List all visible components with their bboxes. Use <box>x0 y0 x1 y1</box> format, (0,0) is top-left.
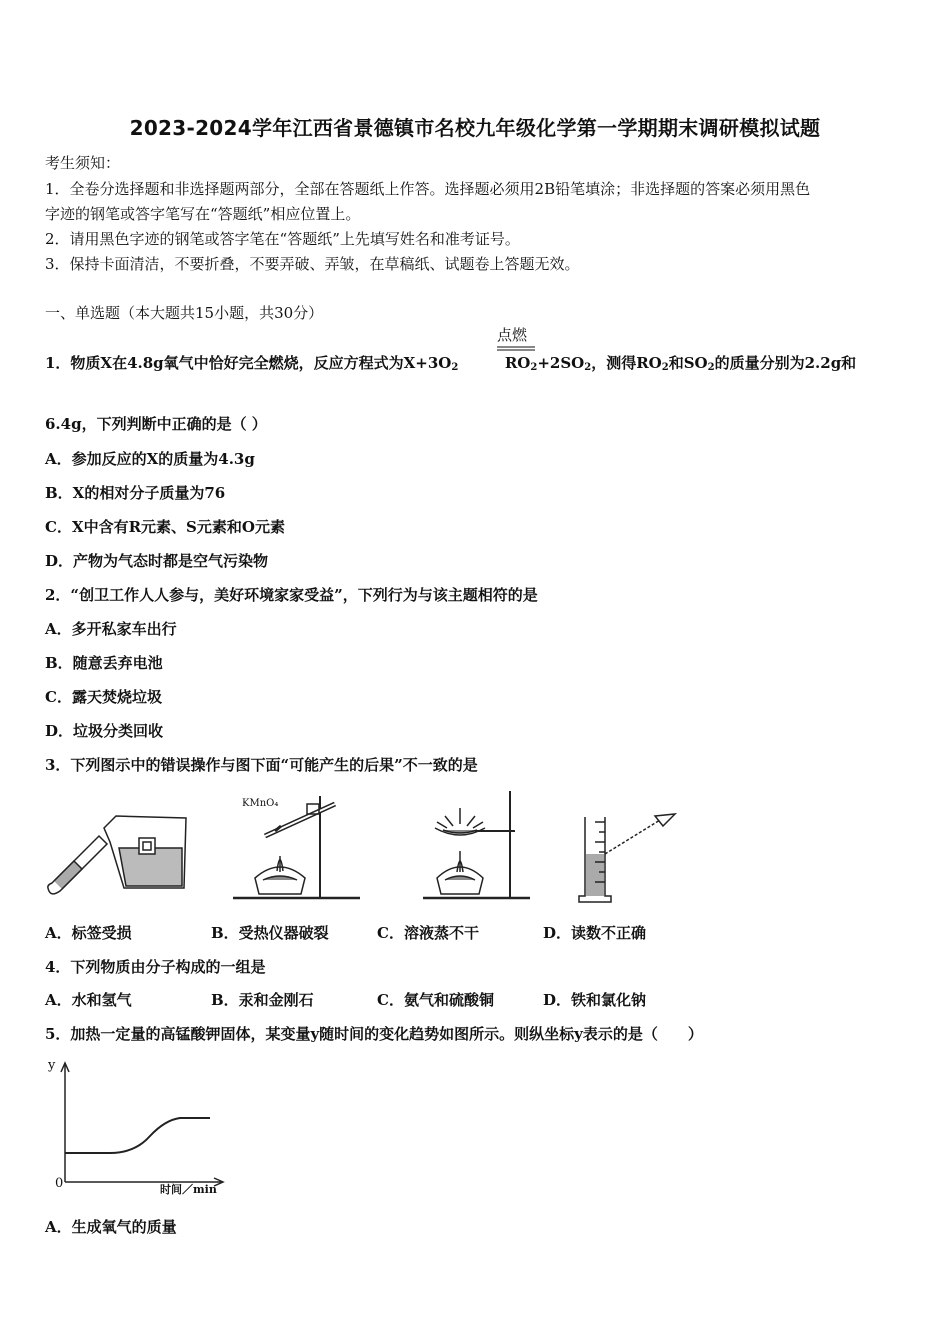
reaction-condition: 点燃 <box>497 326 528 344</box>
notice-heading: 考生须知： <box>45 154 121 172</box>
q5-graph-y-label: y <box>48 1058 56 1073</box>
q5-option-a[interactable]: A．生成氧气的质量 <box>45 1218 177 1236</box>
q3-option-d[interactable]: D．读数不正确 <box>543 924 647 942</box>
q4-option-c[interactable]: C．氨气和硫酸铜 <box>377 991 494 1009</box>
q1-option-b[interactable]: B．X的相对分子质量为76 <box>45 484 226 502</box>
figure-a-pouring <box>44 808 194 898</box>
notice-item-1: 1．全卷分选择题和非选择题两部分，全部在答题纸上作答。选择题必须用2B铅笔填涂；非选择题的答案必须用黑色 <box>45 180 811 198</box>
q5-stem: 5．加热一定量的高锰酸钾固体，某变量y随时间的变化趋势如图所示。则纵坐标y表示的是（ ） <box>45 1025 703 1043</box>
q4-option-d[interactable]: D．铁和氯化钠 <box>543 991 647 1009</box>
q3-option-c[interactable]: C．溶液蒸不干 <box>377 924 479 942</box>
q2-option-b[interactable]: B．随意丢弃电池 <box>45 654 163 672</box>
figure-c-evaporating <box>415 786 535 901</box>
q2-option-c[interactable]: C．露天焚烧垃圾 <box>45 688 162 706</box>
q5-graph <box>40 1058 235 1200</box>
q1-option-a[interactable]: A．参加反应的X的质量为4.3g <box>45 450 255 468</box>
notice-item-3: 3．保持卡面清洁，不要折叠，不要弄破、弄皱，在草稿纸、试题卷上答题无效。 <box>45 255 580 273</box>
figure-b-label: KMnO₄ <box>242 798 279 809</box>
q3-stem: 3．下列图示中的错误操作与图下面“可能产生的后果”不一致的是 <box>45 756 478 774</box>
q1-stem-cont: 6.4g，下列判断中正确的是（ ） <box>45 415 267 433</box>
notice-item-1-cont: 字迹的钢笔或答字笔写在“答题纸”相应位置上。 <box>45 205 361 223</box>
q2-option-d[interactable]: D．垃圾分类回收 <box>45 722 164 740</box>
figure-d-cylinder <box>575 812 685 904</box>
q5-graph-x-label: 时间／min <box>160 1183 217 1196</box>
reaction-arrow-lines <box>496 346 536 352</box>
q4-stem: 4．下列物质由分子构成的一组是 <box>45 958 266 976</box>
q2-stem: 2．“创卫工作人人参与，美好环境家家受益”，下列行为与该主题相符的是 <box>45 586 538 604</box>
notice-item-2: 2．请用黑色字迹的钢笔或答字笔在“答题纸”上先填写姓名和准考证号。 <box>45 230 520 248</box>
q1-option-c[interactable]: C．X中含有R元素、S元素和O元素 <box>45 518 285 536</box>
q4-option-b[interactable]: B．汞和金刚石 <box>211 991 314 1009</box>
q1-stem: 1．物质X在4.8g氧气中恰好完全燃烧，反应方程式为$X+3O_2$ $RO_2+2SO_2$，测得$RO_2$和$SO_2$的质量分别为2.2g和 <box>45 354 857 373</box>
page-title: 2023-2024学年江西省景德镇市名校九年级化学第一学期期末调研模拟试题 <box>129 116 821 140</box>
section-heading: 一、单选题（本大题共15小题，共30分） <box>45 304 324 322</box>
q4-option-a[interactable]: A．水和氢气 <box>45 991 132 1009</box>
q5-graph-origin: 0 <box>55 1176 64 1191</box>
q2-option-a[interactable]: A．多开私家车出行 <box>45 620 177 638</box>
q1-option-d[interactable]: D．产物为气态时都是空气污染物 <box>45 552 269 570</box>
q3-option-a[interactable]: A．标签受损 <box>45 924 132 942</box>
q3-option-b[interactable]: B．受热仪器破裂 <box>211 924 329 942</box>
